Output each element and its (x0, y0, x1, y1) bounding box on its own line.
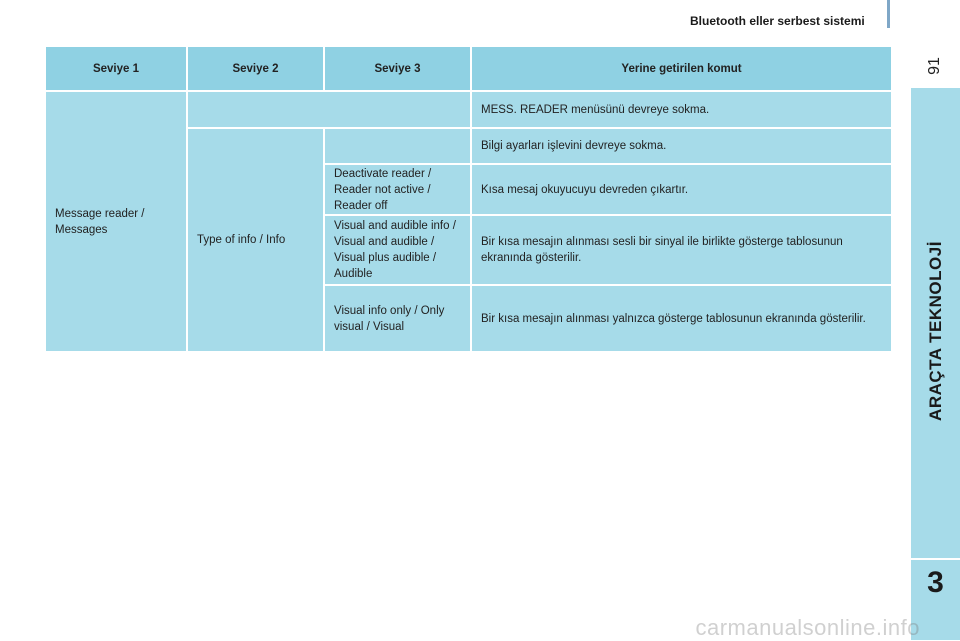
running-header: Bluetooth eller serbest sistemi (690, 14, 865, 28)
table-cell-level3: Visual and audible info / Visual and audible / Visual plus audible / Audible (325, 216, 470, 284)
table-cell-level3: Visual info only / Only visual / Visual (325, 286, 470, 351)
table-cell-command: MESS. READER menüsünü devreye sokma. (472, 92, 891, 127)
table-cell-level2: Type of info / Info (188, 129, 323, 351)
table-cell-command: Kısa mesaj okuyucuyu devreden çıkartır. (472, 165, 891, 214)
table-cell-command: Bir kısa mesajın alınması sesli bir sinyal ile birlikte gösterge tablosunun ekranında gösterilir. (472, 216, 891, 284)
table-cell-level1: Message reader / Messages (46, 92, 186, 351)
chapter-title: ARAÇTA TEKNOLOJİ (925, 240, 945, 421)
table-cell-command: Bir kısa mesajın alınması yalnızca gösterge tablosunun ekranında gösterilir. (472, 286, 891, 351)
table-cell-empty (188, 92, 470, 127)
table-cell-command: Bilgi ayarları işlevini devreye sokma. (472, 129, 891, 163)
table-header-level1: Seviye 1 (46, 47, 186, 90)
table-header-level2: Seviye 2 (188, 47, 323, 90)
chapter-side-tab (911, 88, 960, 640)
watermark: carmanualsonline.info (695, 615, 920, 640)
header-accent-bar (887, 0, 890, 28)
table-header-level3: Seviye 3 (325, 47, 470, 90)
page-number-box (920, 36, 950, 96)
chapter-divider (911, 558, 960, 560)
page-number: 91 (926, 57, 943, 75)
table-cell-level3: Deactivate reader / Reader not active / Reader off (325, 165, 470, 214)
table-header-command: Yerine getirilen komut (472, 47, 891, 90)
chapter-number: 3 (927, 566, 944, 599)
table-cell-empty (325, 129, 470, 163)
